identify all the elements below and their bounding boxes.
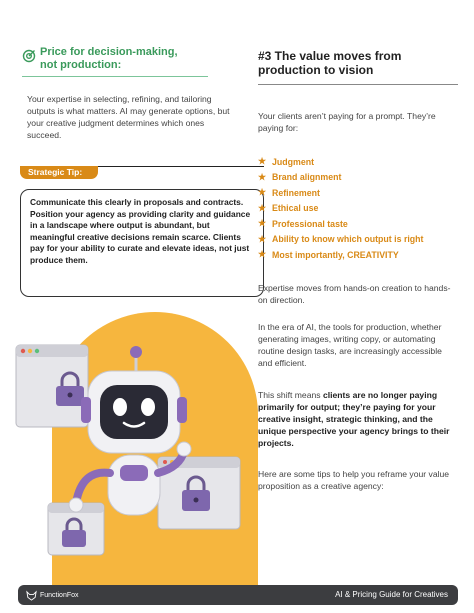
guide-title: AI & Pricing Guide for Creatives — [335, 590, 448, 599]
strategic-tip-label: Strategic Tip: — [20, 166, 98, 179]
list-item-label: Most importantly, CREATIVITY — [272, 249, 399, 260]
list-item — [258, 185, 458, 201]
tips-paragraph: Here are some tips to help you reframe your value proposition as a creative agency: — [258, 469, 450, 491]
page-footer — [18, 585, 458, 605]
list-item-label: Ethical use — [272, 203, 319, 214]
star-icon: ★ — [258, 156, 267, 167]
paying-for-intro: Your clients aren’t paying for a prompt. They’re paying for: — [258, 111, 436, 133]
section-title-line-1: #3 The value moves from — [258, 49, 402, 63]
list-item-label: Ability to know which output is right — [272, 234, 424, 245]
list-item-label: Brand alignment — [272, 172, 342, 183]
strategic-tip-text: Communicate this clearly in proposals and contracts. Position your agency as providing clarity and guidance in a landscape where output is abundant, but meaningful creative decisions remain scarce. Clients pay for your ability to curate and elevate ideas, not just produce them. — [30, 197, 251, 265]
list-item-label: Judgment — [272, 156, 315, 167]
intro-paragraph: Your expertise in selecting, refining, and tailoring outputs is what matters. AI may generate options, but your creative judgment determines which ones succeed. — [27, 94, 230, 140]
star-icon: ★ — [258, 187, 267, 198]
target-icon — [22, 49, 36, 63]
star-icon: ★ — [258, 249, 267, 260]
shift-emphasis: clients are no longer paying primarily for output; they’re paying for your creative insight, strategic thinking, and the unique perspective your agency brings to their projects. — [258, 390, 450, 448]
value-list — [258, 154, 458, 263]
strategic-tip-box — [20, 189, 264, 297]
list-item — [258, 154, 458, 170]
heading-line-1: Price for decision-making, — [40, 46, 178, 58]
shift-paragraph — [258, 389, 458, 449]
brand-name: FunctionFox — [40, 591, 79, 599]
heading-divider — [22, 76, 208, 77]
expertise-paragraph: Expertise moves from hands-on creation to hands-on direction. — [258, 283, 451, 305]
section-heading — [22, 46, 178, 72]
title-divider — [258, 84, 458, 85]
list-item-label: Refinement — [272, 187, 320, 198]
section-title-line-2: production to vision — [258, 63, 374, 77]
robot-illustration — [0, 305, 260, 593]
heading-line-2: not production: — [40, 59, 122, 71]
star-icon: ★ — [258, 233, 267, 244]
list-item — [258, 201, 458, 217]
list-item — [258, 216, 458, 232]
functionfox-logo — [26, 590, 37, 601]
era-paragraph: In the era of AI, the tools for production, whether generating images, writing copy, or automating routine design tasks, are increasingly accessible and efficient. — [258, 322, 442, 368]
list-item-label: Professional taste — [272, 218, 348, 229]
list-item — [258, 232, 458, 248]
star-icon: ★ — [258, 171, 267, 182]
star-icon: ★ — [258, 218, 267, 229]
section-title — [258, 49, 458, 77]
star-icon: ★ — [258, 202, 267, 213]
footer-brand — [26, 585, 79, 605]
shift-prefix: This shift means — [258, 390, 323, 400]
list-item — [258, 170, 458, 186]
list-item — [258, 247, 458, 263]
